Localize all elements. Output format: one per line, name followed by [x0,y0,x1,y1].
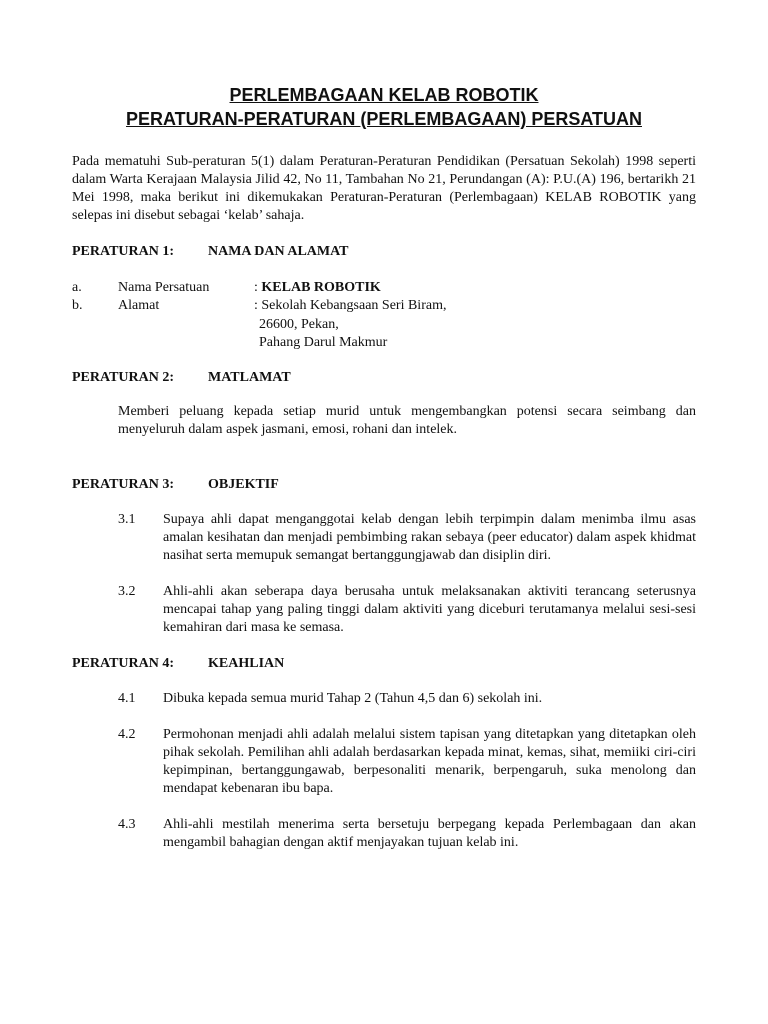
row-colon: : [254,298,258,313]
peraturan-4-title: KEAHLIAN [208,656,285,671]
item-text: Ahli-ahli mestilah menerima serta bersetuju berpegang kepada Perlembagaan dan akan mengambil bahagian dengan aktif menjayakan tujuan kelab ini. [163,817,696,850]
club-name: KELAB ROBOTIK [261,280,381,295]
matlamat-paragraph: Memberi peluang kepada setiap murid untuk mengembangkan potensi secara seimbang dan menyeluruh dalam aspek jasmani, emosi, rohani dan intelek. [118,404,696,437]
peraturan-1-number: PERATURAN 1: [72,244,175,259]
row-value [254,297,446,315]
item-number: 4.1 [118,691,136,706]
document-title: PERLEMBAGAAN KELAB ROBOTIK [229,85,539,105]
peraturan-3-title: OBJEKTIF [208,477,279,492]
row-label: Nama Persatuan [118,280,210,295]
item-number: 3.2 [118,584,136,599]
item-text: Supaya ahli dapat menganggotai kelab dengan lebih terpimpin dalam menimba ilmu asas amalan kesihatan dan menjadi pembimbing rakan sebaya (peer educator) dalam aspek khidmat nasihat serta memupuk semangat bertanggungjawab dan disiplin diri. [163,512,696,563]
row-colon: : [254,280,258,295]
row-label: Alamat [118,298,160,313]
item-number: 3.1 [118,512,136,527]
document-subtitle: PERATURAN-PERATURAN (PERLEMBAGAAN) PERSATUAN [126,109,642,129]
row-value [254,279,381,297]
row-letter: b. [72,298,83,313]
item-text: Permohonan menjadi ahli adalah melalui sistem tapisan yang ditetapkan yang ditetapkan oleh pihak sekolah. Pemilihan ahli adalah berdasarkan kepada minat, kemas, sihat, memiiki ciri-ciri kepimpinan, bertanggungawab, berpesonaliti menarik, berpengaruh, suka menolong dan mendapat kebenaran ibu bapa. [163,727,696,796]
row-letter: a. [72,280,82,295]
item-text: Ahli-ahli akan seberapa daya berusaha untuk melaksanakan aktiviti terancang seterusnya mencapai tahap yang paling tinggi dalam aktiviti yang diceburi terutamanya melalui sesi-sesi kemahiran dari masa ke semasa. [163,584,696,635]
item-text: Dibuka kepada semua murid Tahap 2 (Tahun 4,5 dan 6) sekolah ini. [163,691,543,706]
peraturan-2-number: PERATURAN 2: [72,370,175,385]
peraturan-3-number: PERATURAN 3: [72,477,175,492]
item-number: 4.2 [118,727,136,742]
peraturan-1-title: NAMA DAN ALAMAT [208,244,349,259]
address-line-3: Pahang Darul Makmur [259,335,388,350]
intro-paragraph: Pada mematuhi Sub-peraturan 5(1) dalam Peraturan-Peraturan Pendidikan (Persatuan Sekolah) 1998 seperti dalam Warta Kerajaan Malaysia Jilid 42, No 11, Tambahan No 21, Perundangan (A): P.U.(A) 196, bertarikh 21 Mei 1998, maka berikut ini dikemukakan Peraturan-Peraturan (Perlembagaan) KELAB ROBOTIK yang selepas ini disebut sebagai ‘kelab’ sahaja. [72,154,696,223]
address-line-2: 26600, Pekan, [259,317,339,332]
item-number: 4.3 [118,817,136,832]
address-line-1: Sekolah Kebangsaan Seri Biram, [261,298,447,313]
peraturan-4-number: PERATURAN 4: [72,656,175,671]
peraturan-2-title: MATLAMAT [208,370,291,385]
